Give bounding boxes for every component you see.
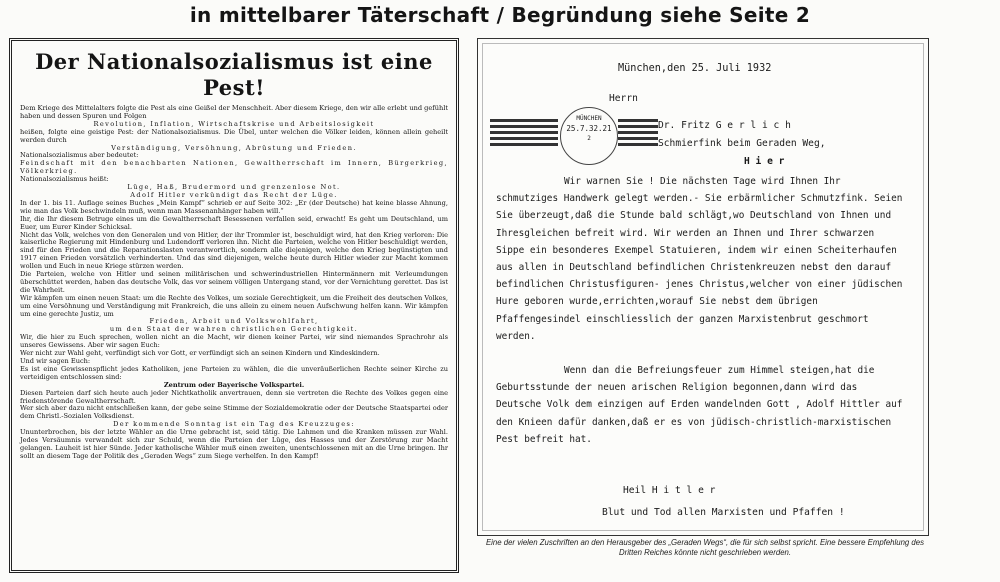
article-paragraph: Wer nicht zur Wahl geht, verfündigt sich vor Gott, er verfündigt sich an seinen Kindern und Kindeskindern.: [20, 349, 380, 358]
article-paragraph: Nicht das Volk, welches von den Generalen und von Hitler, der ihr Trommler ist, beschuldigt wird, hat den Krieg verloren: Die kaiserliche Regierung mit Hindenburg und Ludendorff verloren ihn. Nicht die Parteien, welche von Hitler beschuldigt werden, sind für den Frieden und die Reparationslasten verantwortlich, sondern alle diejenigen, welche den Krieg begünstigten und 1917 einen Frieden vorsätzlich verhinderten. Und das sind diejenigen, welche heute durch Hitler wieder zur Macht kommen wollen und Euch in neue Kriege stürzen werden.: [20, 230, 448, 271]
article-emphasis: Zentrum oder Bayerische Volkspartei.: [163, 380, 305, 389]
recipient-name: Dr. Fritz G e r l i c h: [658, 120, 791, 131]
recipient-city: H i e r: [744, 156, 785, 167]
article-title: Der Nationalsozialismus ist eine Pest!: [35, 49, 433, 100]
article-paragraph: In der 1. bis 11. Auflage seines Buches „Mein Kampf“ schrieb er auf Seite 302: „Er (der Deutsche) hat keine blasse Ahnung, wie man das Volk beschwindeln muß, wenn man Massenanhänger haben will.“: [20, 198, 448, 215]
letter-paragraph: Wenn dan die Befreiungsfeuer zum Himmel steigen,hat die Geburtsstunde der neuen arischen Religion begonnen,dann wird das Deutsche Volk dem einzigen auf Erden wandelnden Gott , Adolf Hittler auf den Knieen dafür danken,daß er es von jüdisch-christlich-marxistischen Pest befreit hat.: [496, 365, 903, 445]
article-paragraph: Nationalsozialismus heißt:: [20, 175, 109, 184]
article-paragraph: Ununterbrochen, bis der letzte Wähler an die Urne gebracht ist, seid tätig. Die Lahmen und die Kranken müssen zur Wahl. Jedes Versäumnis verwandelt sich zur Schuld, wenn die Parteien der Lüge, des Hasses und der Zerstörung zur Macht gelangen. Lauheit ist hier Sünde. Jeder katholische Wähler muß einen zweiten, unentschlossenen mit an die Urne bringen. Ihr sollt an diesem Tage der Politik des „Geraden Wegs“ zum Siege verhelfen. In den Kampf!: [20, 428, 448, 460]
article-emphasis: Feindschaft mit den benachbarten Nationen, Gewaltherrschaft im Innern, Bürgerkrieg, Völkerkrieg.: [20, 159, 448, 176]
postmark-stamp: [560, 107, 618, 165]
article-paragraph: Dem Kriege des Mittelalters folgte die Pest als eine Geißel der Menschheit. Aber diesem Kriege, den wir alle erlebt und gefühlt haben und dessen Spuren und Folgen: [20, 104, 448, 120]
article-emphasis: Frieden, Arbeit und Volkswohlfahrt,: [149, 317, 319, 326]
letter-salutation: Herrn: [609, 93, 638, 104]
article-emphasis: Lüge, Haß, Brudermord und grenzenlose Not.: [127, 183, 341, 192]
page-header: in mittelbarer Täterschaft / Begründung siehe Seite 2: [189, 3, 811, 27]
postmark-number: 2: [587, 135, 591, 142]
postmark-date: 25.7.32.21: [566, 124, 612, 133]
article-paragraph: Und wir sagen Euch:: [20, 357, 91, 365]
left-column-article: [9, 38, 459, 573]
letter-recipient: [658, 117, 826, 171]
postmark-cancellation-lines: [490, 119, 558, 153]
article-emphasis: Revolution, Inflation, Wirtschaftskrise und Arbeitslosigkeit: [93, 119, 375, 128]
postmark-cancellation-lines: [618, 119, 658, 153]
article-emphasis: Verständigung, Versöhnung, Abrüstung und Frieden.: [111, 143, 357, 152]
letter-caption: Eine der vielen Zuschriften an den Herausgeber des „Geraden Wegs“, die für sich selbst spricht. Eine bessere Empfehlung des Dritten Reiches könnte nicht geschrieben werden.: [485, 538, 924, 557]
article-emphasis: Adolf Hitler verkündigt das Recht der Lüge.: [130, 190, 338, 199]
letter-closing: Heil H i t l e r: [623, 485, 716, 496]
letter-closing: Blut und Tod allen Marxisten und Pfaffen !: [602, 507, 845, 518]
postmark-city: MÜNCHEN: [576, 115, 602, 122]
letter-body: [496, 173, 906, 448]
typewritten-letter: [477, 38, 929, 536]
article-paragraph: Wir kämpfen um einen neuen Staat: um die Rechte des Volkes, um soziale Gerechtigkeit, um die Freiheit des deutschen Volkes, um eine Versöhnung und Verständigung mit Frankreich, die uns allein zu einem neuen Aufschwung helfen kann. Wir kämpfen um eine gerechte Justiz, um: [20, 293, 448, 318]
article-emphasis: um den Staat der wahren christlichen Gerechtigkeit.: [109, 325, 359, 334]
article-emphasis: Der kommende Sonntag ist ein Tag des Kreuzzuges:: [113, 420, 355, 429]
letter-date: München,den 25. Juli 1932: [618, 63, 772, 74]
article-paragraph: Ihr, die Ihr diesem Betruge eines um die Gewaltherrschaft Besessenen verfallen seid, erwacht! Es geht um Deutschland, um Euer, um Eurer Kinder Schicksal.: [20, 214, 448, 231]
article-paragraph: Die Parteien, welche von Hitler und seinen militärischen und schwerindustriellen Hintermännern mit Verleumdungen überschüttet werden, haben das deutsche Volk, das vor seinem völligen Untergang stand, vor der Vernichtung gerettet. Das ist die Wahrheit.: [20, 270, 448, 294]
article-paragraph: Nationalsozialismus aber bedeutet:: [20, 151, 139, 160]
article-paragraph: Wer sich aber dazu nicht entschließen kann, der gebe seine Stimme der Sozialdemokratie oder der Deutsche Staatspartei oder dem Christl.-Sozialen Volksdienst.: [20, 404, 448, 421]
article-paragraph: heißen, folgte eine geistige Pest: der Nationalsozialismus. Die Übel, unter welchen die Völker leiden, können allein geheilt werden durch: [20, 127, 448, 144]
article-paragraph: Es ist eine Gewissenspflicht jedes Katholiken, jene Parteien zu wählen, die die unveräußerlichen Rechte seiner Kirche zu verteidigen entschlossen sind:: [20, 364, 448, 381]
letter-paragraph: Wir warnen Sie ! Die nächsten Tage wird Ihnen Ihr schmutziges Handwerk gelegt werden.- Sie erbärmlicher Schmutzfink. Seien Sie überzeugt,daß die Stunde bald schlägt,wo Deutschland von Ihnen und Ihresgleichen befreit wird. Wir werden an Ihnen und Ihrer schwarzen Sippe ein besonderes Exempel Statuieren, indem wir einen Scheiterhaufen aus allen in Deutschland befindlichen Christenkreuzen nebst den darauf befindlichen Christusfiguren- jenes Christus,welcher von einer jüdischen Hure geboren wurde,errichten,worauf Sie nebst dem übrigen Pfaffengesindel einschliesslich der ganzen Marxistenbrut geschmort werden.: [496, 176, 903, 342]
article-paragraph: Diesen Parteien darf sich heute auch jeder Nichtkatholik anvertrauen, denn sie vertreten die Rechte des Volkes gegen eine friedenstörende Gewaltherrschaft.: [20, 388, 448, 405]
recipient-title: Schmierfink beim Geraden Weg,: [658, 138, 826, 149]
article-paragraph: Wir, die hier zu Euch sprechen, wollen nicht an die Macht, wir dienen keiner Partei, wir sind niemandes Sprachrohr als unseres Gewissens. Aber wir sagen Euch:: [20, 333, 448, 350]
